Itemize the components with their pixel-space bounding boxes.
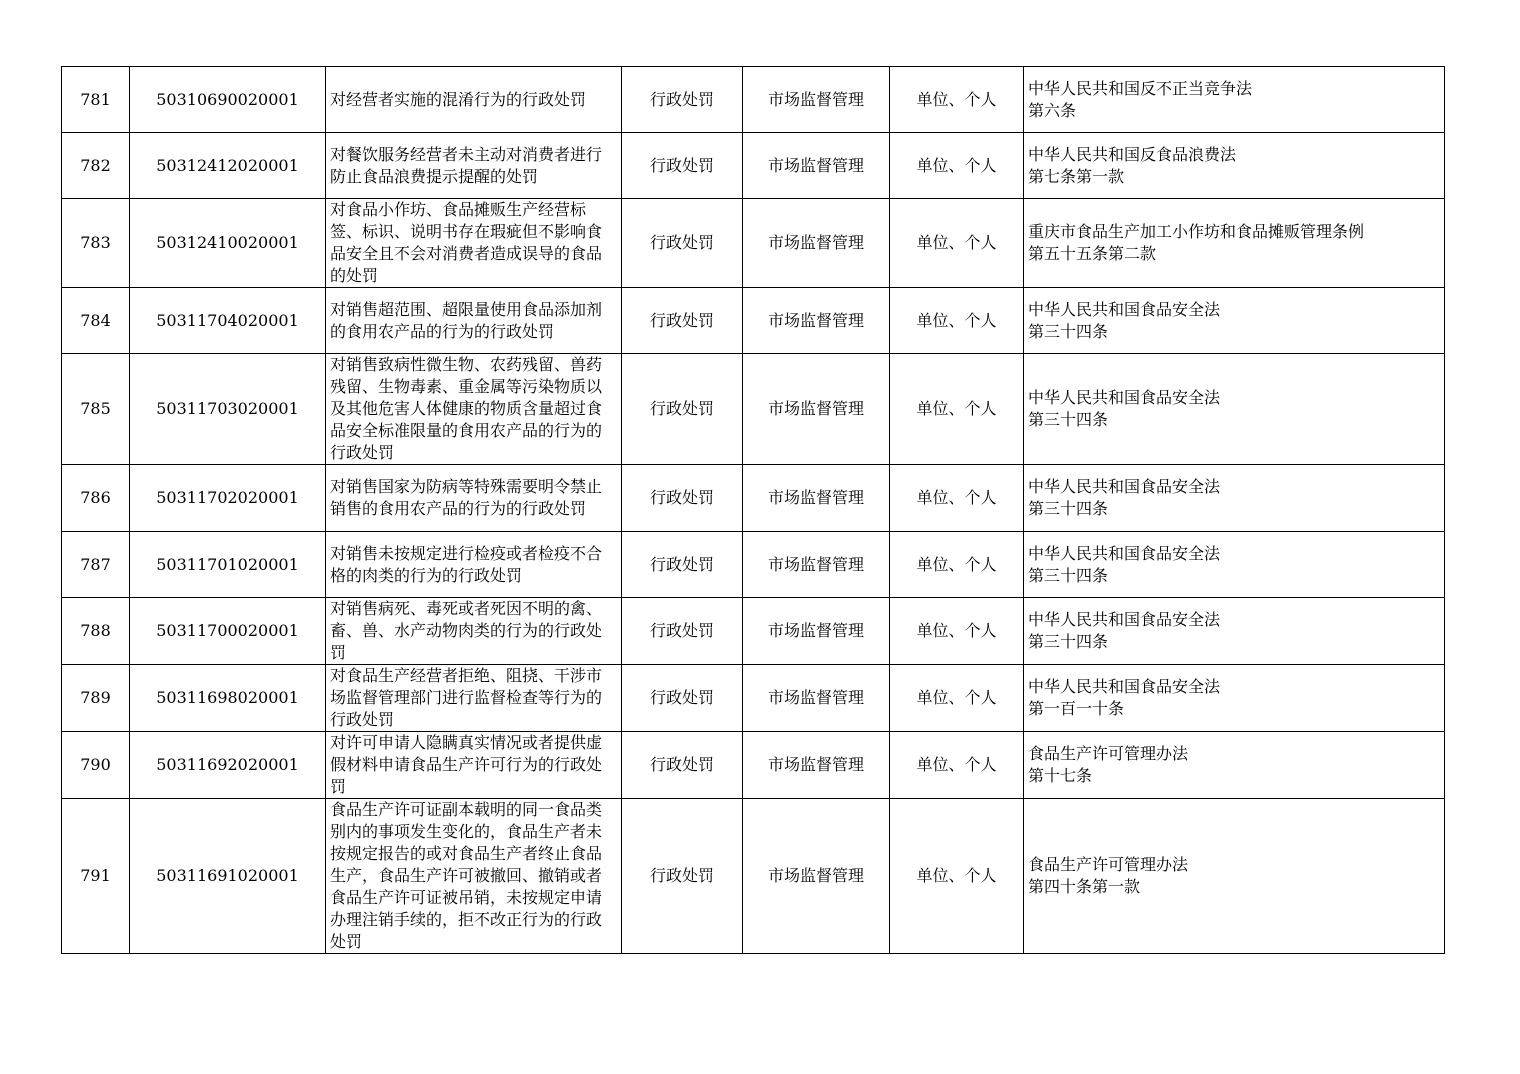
item-object: 单位、个人: [890, 665, 1024, 732]
law-name: 中华人民共和国食品安全法: [1028, 610, 1221, 629]
item-type: 行政处罚: [622, 598, 743, 665]
item-object: 单位、个人: [890, 532, 1024, 598]
item-code: 50311702020001: [130, 465, 326, 532]
item-code: 50311691020001: [130, 799, 326, 954]
item-department: 市场监督管理: [743, 532, 890, 598]
item-type: 行政处罚: [622, 288, 743, 354]
item-name: 对销售超范围、超限量使用食品添加剂的食用农产品的行为的行政处罚: [326, 288, 622, 354]
item-type: 行政处罚: [622, 465, 743, 532]
item-department: 市场监督管理: [743, 598, 890, 665]
item-department: 市场监督管理: [743, 799, 890, 954]
table-row: [62, 598, 1445, 665]
item-name: 对餐饮服务经营者未主动对消费者进行防止食品浪费提示提醒的处罚: [326, 133, 622, 199]
table-row: [62, 133, 1445, 199]
law-article: 第三十四条: [1028, 565, 1109, 585]
law-article: 第三十四条: [1028, 499, 1109, 518]
item-department: 市场监督管理: [743, 133, 890, 199]
item-type: 行政处罚: [622, 354, 743, 465]
table-row: [62, 799, 1445, 954]
item-department: 市场监督管理: [743, 288, 890, 354]
item-object: 单位、个人: [890, 288, 1024, 354]
item-code: 50311700020001: [130, 598, 326, 665]
legal-basis: [1024, 732, 1445, 799]
law-article: 第五十五条第二款: [1028, 244, 1157, 263]
item-department: 市场监督管理: [743, 354, 890, 465]
table-row: [62, 465, 1445, 532]
law-name: 重庆市食品生产加工小作坊和食品摊贩管理条例: [1028, 222, 1365, 241]
legal-basis: [1024, 354, 1445, 465]
item-type: 行政处罚: [622, 532, 743, 598]
item-code: 50312410020001: [130, 199, 326, 288]
item-object: 单位、个人: [890, 354, 1024, 465]
legal-basis: [1024, 799, 1445, 954]
item-type: 行政处罚: [622, 799, 743, 954]
law-name: 中华人民共和国食品安全法: [1028, 299, 1221, 319]
item-department: 市场监督管理: [743, 732, 890, 799]
item-code: 50311698020001: [130, 665, 326, 732]
item-department: 市场监督管理: [743, 199, 890, 288]
law-article: 第七条第一款: [1028, 166, 1125, 186]
item-object: 单位、个人: [890, 465, 1024, 532]
legal-basis: [1024, 199, 1445, 288]
item-name: 对食品小作坊、食品摊贩生产经营标签、标识、说明书存在瑕疵但不影响食品安全且不会对消费者造成误导的食品的处罚: [326, 199, 622, 288]
item-type: 行政处罚: [622, 133, 743, 199]
item-code: 50311692020001: [130, 732, 326, 799]
row-number: 785: [62, 354, 130, 465]
law-article: 第十七条: [1028, 766, 1093, 785]
law-name: 中华人民共和国反食品浪费法: [1028, 144, 1237, 164]
item-object: 单位、个人: [890, 199, 1024, 288]
item-object: 单位、个人: [890, 598, 1024, 665]
item-type: 行政处罚: [622, 665, 743, 732]
table-row: [62, 67, 1445, 133]
row-number: 782: [62, 133, 130, 199]
legal-basis: [1024, 532, 1445, 598]
item-code: 50311701020001: [130, 532, 326, 598]
legal-basis: [1024, 288, 1445, 354]
row-number: 789: [62, 665, 130, 732]
item-object: 单位、个人: [890, 799, 1024, 954]
item-name: 对许可申请人隐瞒真实情况或者提供虚假材料申请食品生产许可行为的行政处罚: [326, 732, 622, 799]
item-name: 对食品生产经营者拒绝、阻挠、干涉市场监督管理部门进行监督检查等行为的行政处罚: [326, 665, 622, 732]
law-article: 第三十四条: [1028, 632, 1109, 651]
item-object: 单位、个人: [890, 732, 1024, 799]
legal-basis: [1024, 465, 1445, 532]
table-row: [62, 354, 1445, 465]
item-name: 食品生产许可证副本载明的同一食品类别内的事项发生变化的，食品生产者未按规定报告的或对食品生产者终止食品生产，食品生产许可被撤回、撤销或者食品生产许可证被吊销，未按规定申请办理注销手续的，拒不改正行为的行政处罚: [326, 799, 622, 954]
law-name: 食品生产许可管理办法: [1028, 855, 1189, 874]
row-number: 783: [62, 199, 130, 288]
item-code: 50312412020001: [130, 133, 326, 199]
law-article: 第三十四条: [1028, 321, 1109, 341]
item-type: 行政处罚: [622, 199, 743, 288]
row-number: 786: [62, 465, 130, 532]
table-row: [62, 532, 1445, 598]
row-number: 788: [62, 598, 130, 665]
item-name: 对销售未按规定进行检疫或者检疫不合格的肉类的行为的行政处罚: [326, 532, 622, 598]
row-number: 787: [62, 532, 130, 598]
item-department: 市场监督管理: [743, 665, 890, 732]
table-row: [62, 665, 1445, 732]
item-name: 对销售国家为防病等特殊需要明令禁止销售的食用农产品的行为的行政处罚: [326, 465, 622, 532]
item-name: 对销售致病性微生物、农药残留、兽药残留、生物毒素、重金属等污染物质以及其他危害人体健康的物质含量超过食品安全标准限量的食用农产品的行为的行政处罚: [326, 354, 622, 465]
item-type: 行政处罚: [622, 67, 743, 133]
law-name: 中华人民共和国反不正当竞争法: [1028, 78, 1253, 98]
item-department: 市场监督管理: [743, 67, 890, 133]
row-number: 791: [62, 799, 130, 954]
item-code: 50311703020001: [130, 354, 326, 465]
law-article: 第三十四条: [1028, 410, 1109, 429]
row-number: 781: [62, 67, 130, 133]
item-name: 对经营者实施的混淆行为的行政处罚: [326, 67, 622, 133]
legal-basis: [1024, 67, 1445, 133]
law-name: 中华人民共和国食品安全法: [1028, 677, 1221, 696]
law-name: 中华人民共和国食品安全法: [1028, 477, 1221, 496]
item-object: 单位、个人: [890, 133, 1024, 199]
item-code: 50310690020001: [130, 67, 326, 133]
table-row: [62, 732, 1445, 799]
law-article: 第一百一十条: [1028, 699, 1125, 718]
item-object: 单位、个人: [890, 67, 1024, 133]
law-name: 中华人民共和国食品安全法: [1028, 543, 1221, 563]
table-row: [62, 288, 1445, 354]
administrative-penalty-table: [61, 66, 1445, 954]
row-number: 784: [62, 288, 130, 354]
law-name: 中华人民共和国食品安全法: [1028, 388, 1221, 407]
legal-basis: [1024, 598, 1445, 665]
legal-basis: [1024, 665, 1445, 732]
legal-basis: [1024, 133, 1445, 199]
item-code: 50311704020001: [130, 288, 326, 354]
table-row: [62, 199, 1445, 288]
spreadsheet-page: [61, 66, 1444, 954]
row-number: 790: [62, 732, 130, 799]
item-type: 行政处罚: [622, 732, 743, 799]
law-name: 食品生产许可管理办法: [1028, 744, 1189, 763]
item-department: 市场监督管理: [743, 465, 890, 532]
law-article: 第四十条第一款: [1028, 877, 1141, 896]
item-name: 对销售病死、毒死或者死因不明的禽、畜、兽、水产动物肉类的行为的行政处罚: [326, 598, 622, 665]
law-article: 第六条: [1028, 100, 1077, 120]
